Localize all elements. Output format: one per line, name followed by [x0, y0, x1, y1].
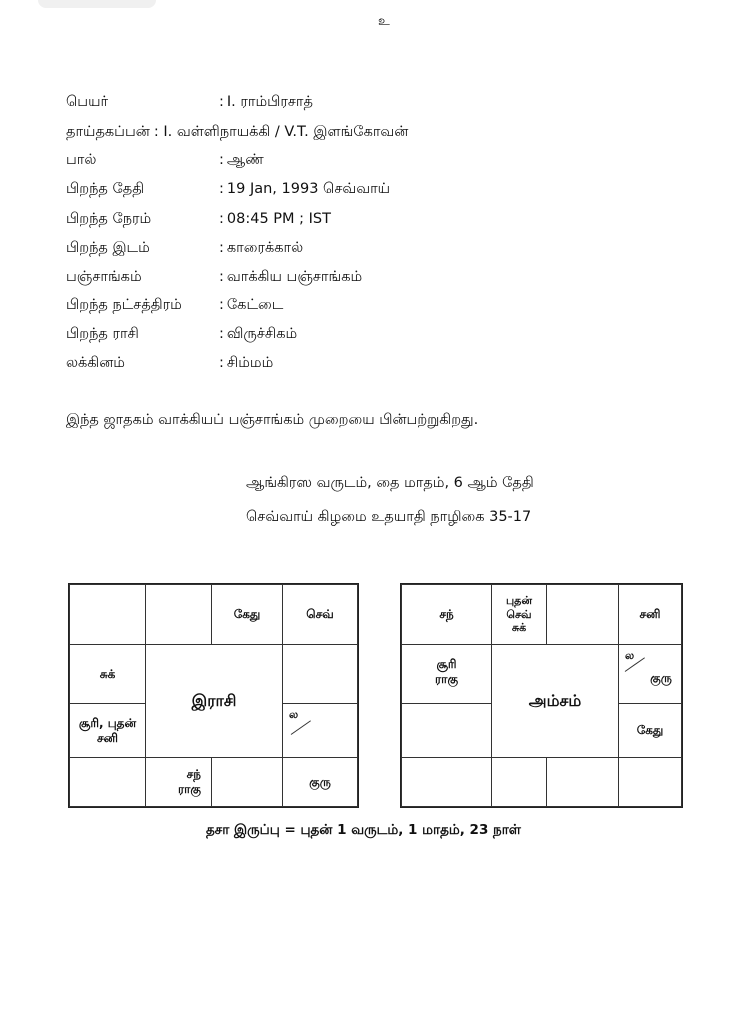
- field-label: பால்: [66, 152, 97, 168]
- field-value: : விருச்சிகம்: [219, 326, 298, 342]
- amsam-house-lagna: ல குரு: [618, 644, 682, 704]
- lagna-mark: ல: [289, 708, 299, 721]
- amsam-house: [546, 584, 619, 645]
- rasi-house: கேது: [211, 584, 283, 645]
- field-label: பஞ்சாங்கம்: [66, 269, 142, 285]
- rasi-house: [69, 584, 146, 645]
- amsam-house: [401, 703, 492, 758]
- field-label: லக்கினம்: [66, 355, 125, 371]
- field-value: : கேட்டை: [219, 297, 284, 313]
- browser-tab-fragment: [38, 0, 156, 8]
- field-value: : I. ராம்பிரசாத்: [219, 94, 313, 110]
- rasi-house: [282, 644, 358, 704]
- field-label: தாய்தகப்பன்: [66, 124, 150, 140]
- amsam-house: [491, 757, 547, 807]
- rasi-chart-title: இராசி: [191, 691, 237, 710]
- era-line-2: செவ்வாய் கிழமை உதயாதி நாழிகை 35-17: [246, 509, 532, 525]
- era-line-1: ஆங்கிரஸ வருடம், தை மாதம், 6 ஆம் தேதி: [246, 475, 534, 491]
- field-value: : ஆண்: [219, 152, 264, 168]
- field-value: : 08:45 PM ; IST: [219, 211, 331, 227]
- auspicious-mark: உ: [378, 14, 390, 29]
- rasi-house: குரு: [282, 757, 358, 807]
- field-value: : காரைக்கால்: [219, 240, 304, 256]
- amsam-house: [401, 757, 492, 807]
- field-label: பிறந்த நேரம்: [66, 211, 152, 227]
- rasi-house-lagna: [282, 703, 358, 758]
- amsam-house: [618, 757, 682, 807]
- field-value: : 19 Jan, 1993 செவ்வாய்: [219, 181, 391, 197]
- field-label: பெயர்: [66, 94, 109, 110]
- lagna-mark: ல: [625, 649, 635, 662]
- rasi-house: சூரி, புதன் சனி: [69, 703, 146, 758]
- amsam-house: சனி: [618, 584, 682, 645]
- rasi-house: சந் ராகு: [145, 757, 212, 807]
- amsam-house: சூரி ராகு: [401, 644, 492, 704]
- field-label: பிறந்த இடம்: [66, 240, 150, 256]
- panchangam-statement: இந்த ஜாதகம் வாக்கியப் பஞ்சாங்கம் முறையை பின்பற்றுகிறது.: [66, 412, 479, 428]
- rasi-house: செவ்: [282, 584, 358, 645]
- lagna-slash-icon: [291, 720, 311, 735]
- field-label: பிறந்த தேதி: [66, 181, 145, 197]
- amsam-house: புதன் செவ் சுக்: [491, 584, 547, 645]
- rasi-chart: [68, 583, 359, 808]
- field-label: பிறந்த நட்சத்திரம்: [66, 297, 182, 313]
- field-value: : வாக்கிய பஞ்சாங்கம்: [219, 269, 363, 285]
- amsam-house: [546, 757, 619, 807]
- amsam-chart-title: அம்சம்: [528, 691, 582, 710]
- field-value: : சிம்மம்: [219, 355, 274, 371]
- amsam-house: கேது: [618, 703, 682, 758]
- rasi-house: சுக்: [69, 644, 146, 704]
- field-value: : I. வள்ளிநாயக்கி / V.T. இளங்கோவன்: [153, 124, 409, 140]
- rasi-house: [69, 757, 146, 807]
- dasa-balance: தசா இருப்பு = புதன் 1 வருடம், 1 மாதம், 23 நாள்: [206, 822, 521, 838]
- field-label: பிறந்த ராசி: [66, 326, 139, 342]
- rasi-house: [211, 757, 283, 807]
- field-parents: [66, 124, 408, 146]
- amsam-house: சந்: [401, 584, 492, 645]
- rasi-house: [145, 584, 212, 645]
- amsam-chart: [400, 583, 683, 808]
